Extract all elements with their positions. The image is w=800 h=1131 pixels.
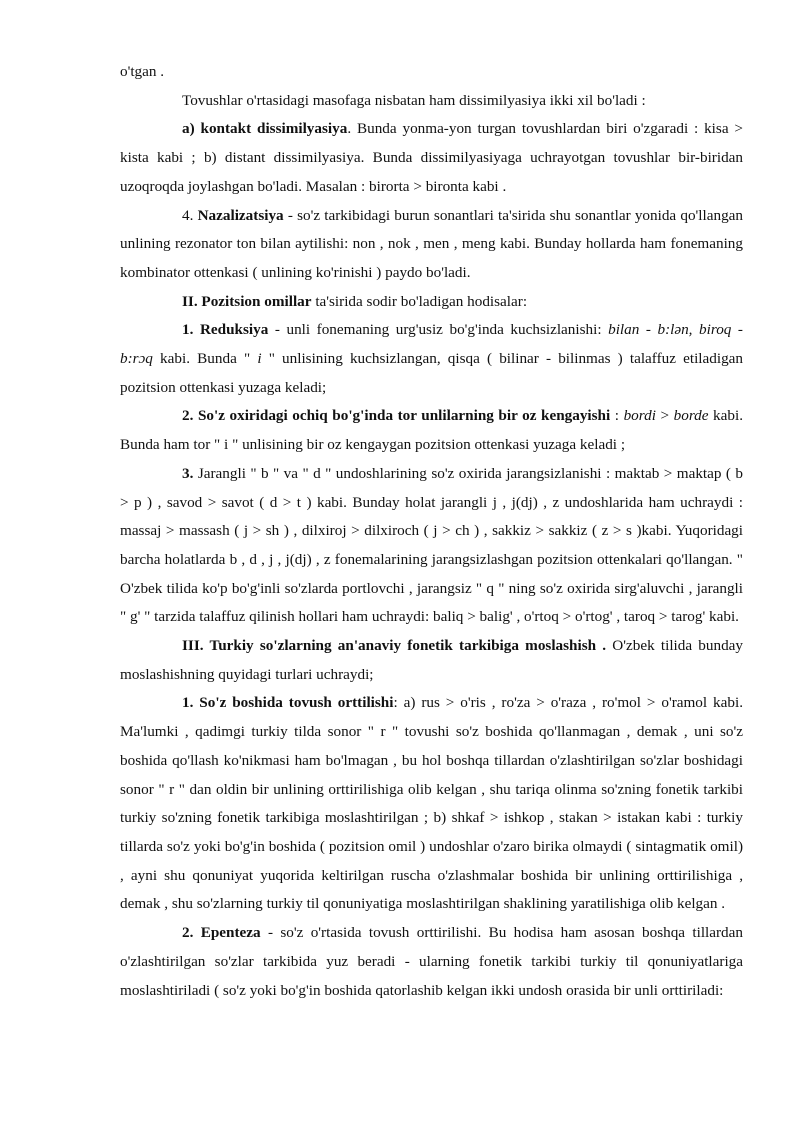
paragraph — [120, 316, 743, 402]
bold-text: 1. Reduksiya — [182, 321, 269, 339]
bold-text: 1. So'z boshida tovush orttilishi — [182, 694, 394, 712]
paragraph — [120, 288, 743, 317]
paragraph — [120, 202, 743, 288]
paragraph — [120, 919, 743, 1005]
text-run: - so'z tarkibidagi burun sonantlari ta'sirida shu sonantlar yonida qo'llangan unlining rezonator ton bilan aytilishi: non , nok , men , meng kabi. Bunday hollarda ham fonemaning kombinator ottenkasi ( unlining ko'rinishi ) paydo bo'ladi. — [120, 206, 743, 281]
text-run: " unlisining kuchsizlangan, qisqa ( bilinar - bilinmas ) talaffuz etiladigan pozitsion ottenkasi yuzaga keladi; — [120, 350, 744, 396]
paragraph — [120, 460, 743, 632]
paragraph — [120, 58, 743, 87]
paragraph — [120, 87, 743, 116]
paragraph — [120, 115, 743, 201]
text-run: ta'sirida sodir bo'ladigan hodisalar: — [311, 292, 528, 310]
paragraph — [120, 402, 743, 459]
document-page — [120, 58, 743, 1005]
text-run: 4. — [182, 206, 198, 224]
text-run: - so'z o'rtasida tovush orttirilishi. Bu hodisa ham asosan boshqa tillardan o'zlashtirilgan so'zlar tarkibida yuz beradi - ularning fonetik tarkibi turkiy til qonuniyatlariga moslashtiriladi ( so'z yoki bo'g'in boshida qatorlashib kelgan ikki undosh orasida bir unli orttiriladi: — [120, 924, 743, 999]
text-run: o'tgan . — [120, 63, 165, 80]
italic-text: borde — [673, 407, 709, 425]
text-run: kabi. Bunda " — [152, 350, 258, 368]
bold-text: Nazalizatsiya — [197, 206, 284, 224]
text-run: - unli fonemaning urg'usiz bo'g'inda kuchsizlanishi: — [268, 321, 609, 339]
text-run: kabi. Bunda ham tor " i " unlisining bir oz kengaygan pozitsion ottenkasi yuzaga keladi ; — [120, 407, 743, 454]
italic-text: bilan - b:lən, biroq - b:rɔq — [120, 321, 743, 368]
paragraph — [120, 689, 743, 919]
bold-text: 2. Epenteza — [182, 924, 261, 942]
bold-text: 2. So'z oxiridagi ochiq bo'g'inda tor unlilarning bir oz kengayishi — [182, 407, 611, 425]
italic-text: i — [257, 350, 262, 368]
text-run: . Bunda yonma-yon turgan tovushlardan biri o'zgaradi : kisa > kista kabi ; b) distant dissimilyasiya. Bunda dissimilyasiyaga uchrayotgan tovushlar bir-biridan uzoqroqda joylashgan bo'ladi. Masalan : birorta > bironta kabi . — [120, 120, 743, 195]
paragraph — [120, 632, 743, 689]
text-run: : — [610, 407, 624, 425]
bold-text: 3. — [182, 464, 194, 482]
text-run: > — [655, 407, 674, 425]
text-run: : a) rus > o'ris , ro'za > o'raza , ro'mol > o'ramol kabi. Ma'lumki , qadimgi turkiy tilda sonor " r " tovushi so'z boshida qo'llanmagan , demak , uni so'z boshida qo'llash ko'nikmasi ham bo'lmagan , bu hol boshqa tillardan o'zlashtirilgan so'zlar boshidagi sonor " r " dan oldin bir unlining orttirilishiga olib kelgan , shu tariqa olinma so'zning fonetik tarkibi turkiy so'zning fonetik tarkibiga moslashtirilgan ; b) shkaf > ishkop , stakan > istakan kabi : turkiy tillarda so'z yoki bo'g'in boshida ( pozitsion omil ) undoshlar o'zaro birika olmaydi ( sintagmatik omil) , ayni shu qonuniyat yuqorida keltirilgan ruscha o'zlashmalar boshida bir unlining orttirilishiga , demak , shu so'zlarning turkiy til qonuniyatiga moslashtirilgan shaklining yaratilishiga olib kelgan . — [120, 694, 743, 913]
bold-text: II. Pozitsion omillar — [182, 292, 312, 310]
italic-text: bordi — [623, 407, 656, 425]
text-run: O'zbek tilida bunday moslashishning quyidagi turlari uchraydi; — [120, 637, 744, 683]
bold-text: III. Turkiy so'zlarning an'anaviy fonetik tarkibiga moslashish . — [182, 637, 607, 655]
bold-text: a) kontakt dissimilyasiya — [182, 120, 348, 138]
text-run: Tovushlar o'rtasidagi masofaga nisbatan ham dissimilyasiya ikki xil bo'ladi : — [182, 91, 646, 109]
text-run: Jarangli " b " va " d " undoshlarining so'z oxirida jarangsizlanishi : maktab > maktap ( b > p ) , savod > savot ( d > t ) kabi. Bunday holat jarangli j , j(dj) , z undoshlarida ham uchraydi : massaj > massash ( j > sh ) , dilxiroj > dilxiroch ( j > ch ) , sakkiz > sakkiz ( z > s )kabi. Yuqoridagi barcha holatlarda b , d , j , j(dj) , z fonemalarining jarangsizlashgan pozitsion ottenkalari qo'llangan. " O'zbek tilida ko'p bo'g'inli so'zlarda portlovchi , jarangsiz " q " ning so'z oxirida sirg'aluvchi , jarangli " g' " tarzida talaffuz qilinish hollari ham uchraydi: baliq > balig' , o'rtoq > o'rtog' , taroq > tarog' kabi. — [120, 464, 743, 626]
